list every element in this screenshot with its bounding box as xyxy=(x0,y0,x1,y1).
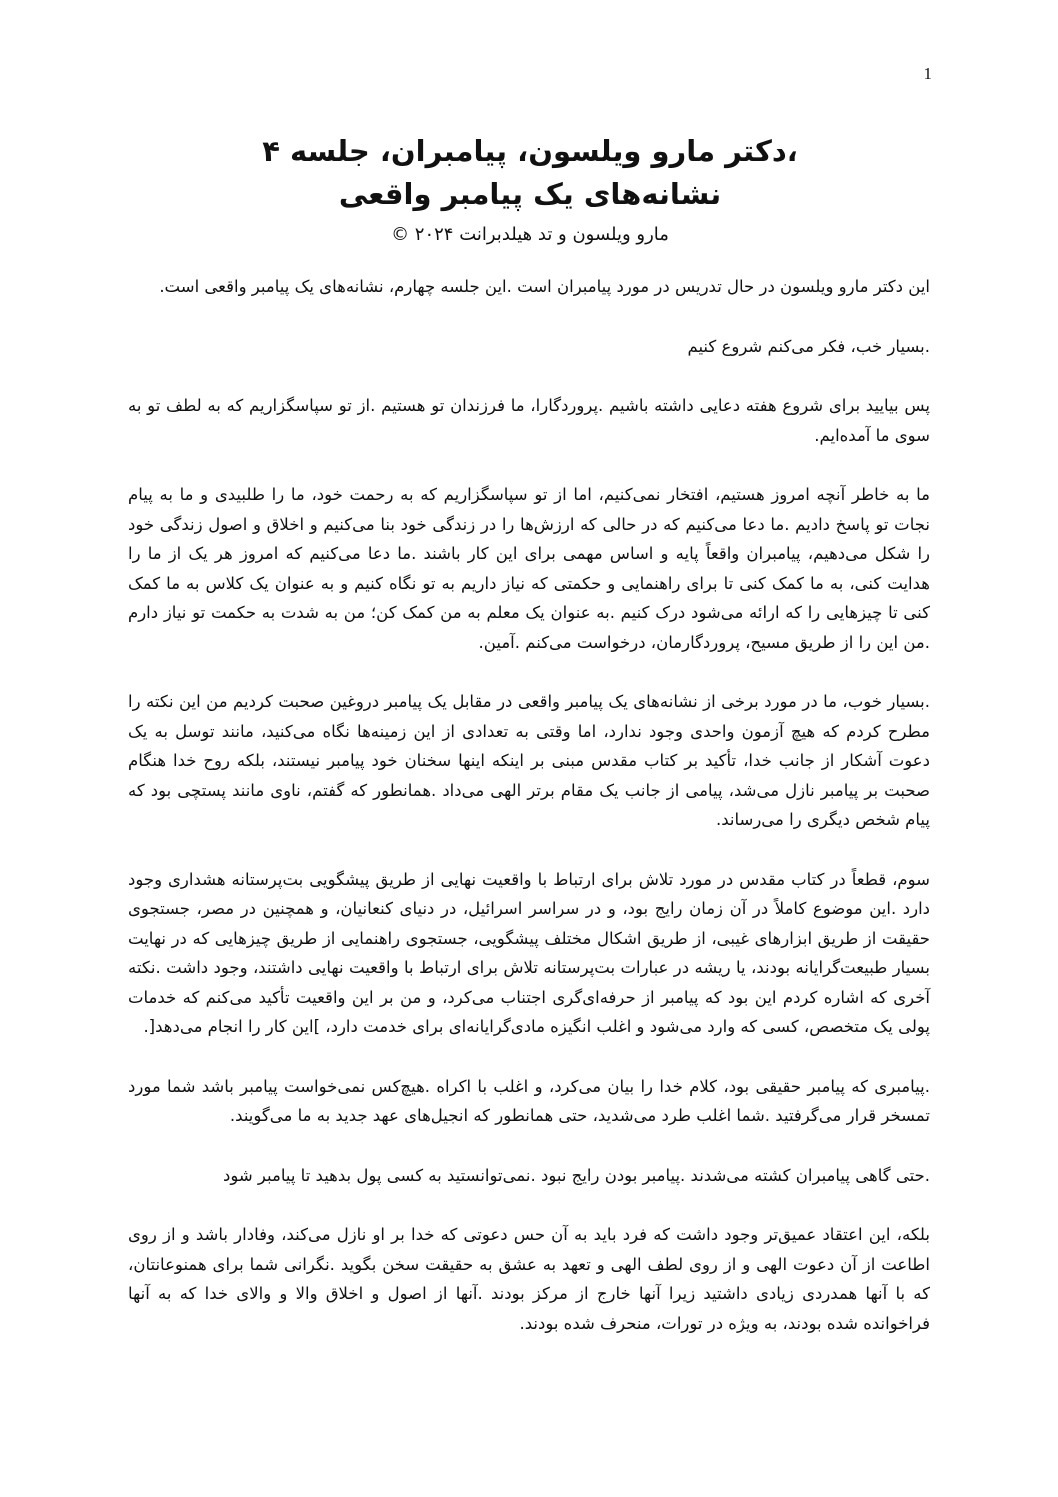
paragraph-prayer-open: پس بیایید برای شروع هفته دعایی داشته باشیم .پروردگارا، ما فرزندان تو هستیم .از تو سپاسگزاریم که به لطف تو به سوی ما آمده‌ایم. xyxy=(128,396,930,445)
paragraph-intro: این دکتر مارو ویلسون در حال تدریس در مورد پیامبران است .این جلسه چهارم، نشانه‌های یک پیامبر واقعی است. xyxy=(159,277,930,296)
document-title-line-1: ،دکتر مارو ویلسون، پیامبران، جلسه ۴ xyxy=(262,134,798,168)
title-block xyxy=(130,130,930,250)
paragraph-calling: بلکه، این اعتقاد عمیق‌تر وجود داشت که فرد باید به آن حس دعوتی که خدا بر او نازل می‌کند، وفادار باشد و از روی اطاعت از آن دعوت الهی و از روی لطف الهی و تعهد به عشق به حقیقت سخن بگوید .نگرانی شما برای همنوعانتان، که با آنها همدردی زیادی داشتید زیرا آنها خارج از مرکز بودند .آنها از اصول و اخلاق والا و والای خدا که به آنها فراخوانده شده بودند، به ویژه در تورات، منحرف شده بودند. xyxy=(128,1225,930,1333)
copyright-line: مارو ویلسون و تد هیلدبرانت ۲۰۲۴ © xyxy=(391,224,669,245)
paragraph-reluctance: .پیامبری که پیامبر حقیقی بود، کلام خدا را بیان می‌کرد، و اغلب با اکراه .هیچ‌کس نمی‌خواست پیامبر باشد شما مورد تمسخر قرار می‌گرفتید .شما اغلب طرد می‌شدید، حتی همانطور که انجیل‌های عهد جدید به ما می‌گویند. xyxy=(128,1076,930,1125)
paragraph-divination: سوم، قطعاً در کتاب مقدس در مورد تلاش برای ارتباط با واقعیت نهایی از طریق پیشگویی بت‌پرستانه هشداری وجود دارد .این موضوع کاملاً در آن زمان رایج بود، و در سراسر اسرائیل، در دنیای کنعانیان، و همچنین در مصر، جستجوی حقیقت از طریق ابزارهای غیبی، از طریق اشکال مختلف پیشگویی، جستجوی راهنمایی از طریق چیزهایی که در نهایت بسیار طبیعت‌گرایانه بودند، یا ریشه در عبارات بت‌پرستانه تلاش برای ارتباط با واقعیت نهایی داشتند، وجود داشت .نکته آخری که اشاره کردم این بود که پیامبر از حرفه‌ای‌گری اجتناب می‌کرد، و من بر این واقعیت تأکید می‌کنم که خدمات پولی یک متخصص، کسی که وارد می‌شود و اغلب انگیزه مادی‌گرایانه‌ای برای خدمت دارد، ]این کار را انجام می‌دهد[. xyxy=(128,869,930,1036)
paragraph-prayer: ما به خاطر آنچه امروز هستیم، افتخار نمی‌کنیم، اما از تو سپاسگزاریم که به رحمت خود، ما را طلبیدی و ما به پیام نجات تو پاسخ دادیم .ما دعا می‌کنیم که در حالی که ارزش‌ها را در زندگی خود بنا می‌کنیم و اخلاق و اصول زندگی خود را شکل می‌دهیم، پیامبران واقعاً پایه و اساس مهمی برای این کار باشند .ما دعا می‌کنیم که امروز هر یک از ما را هدایت کنی، به ما کمک کنی تا برای راهنمایی و حکمتی که نیاز داریم به تو نگاه کنیم و به عنوان یک کلاس به ما کمک کنی تا چیزهایی را که ارائه می‌شود درک کنیم .به عنوان یک معلم به من کمک کن؛ من به شدت به حکمت تو نیاز دارم .من این را از طریق مسیح، پروردگارمان، درخواست می‌کنم .آمین. xyxy=(128,485,930,652)
paragraph-prophets-killed: .حتی گاهی پیامبران کشته می‌شدند .پیامبر بودن رایج نبود .نمی‌توانستید به کسی پول بدهید تا پیامبر شود xyxy=(222,1165,930,1185)
paragraph-true-prophet-signs: .بسیار خوب، ما در مورد برخی از نشانه‌های یک پیامبر واقعی در مقابل یک پیامبر دروغین صحبت کردیم من این نکته را مطرح کردم که هیچ آزمون واحدی وجود ندارد، اما وقتی به تعدادی از این زمینه‌ها نگاه می‌کنید، مانند توسل به یک دعوت آشکار از جانب خدا، تأکید بر کتاب مقدس مبنی بر اینکه اینها سخنان خود پیامبر نیستند، بلکه روح خدا هنگام صحبت بر پیامبر نازل می‌شد، پیامی از جانب یک مقام برتر الهی می‌داد .همانطور که گفتم، ناوی مانند پستچی بود که پیام شخص دیگری را می‌رساند. xyxy=(128,692,930,829)
paragraph-start: .بسیار خب، فکر می‌کنم شروع کنیم xyxy=(687,336,930,356)
body-text xyxy=(128,272,930,1368)
page-number: 1 xyxy=(923,64,932,83)
document-title-line-2: نشانه‌های یک پیامبر واقعی xyxy=(338,177,722,211)
